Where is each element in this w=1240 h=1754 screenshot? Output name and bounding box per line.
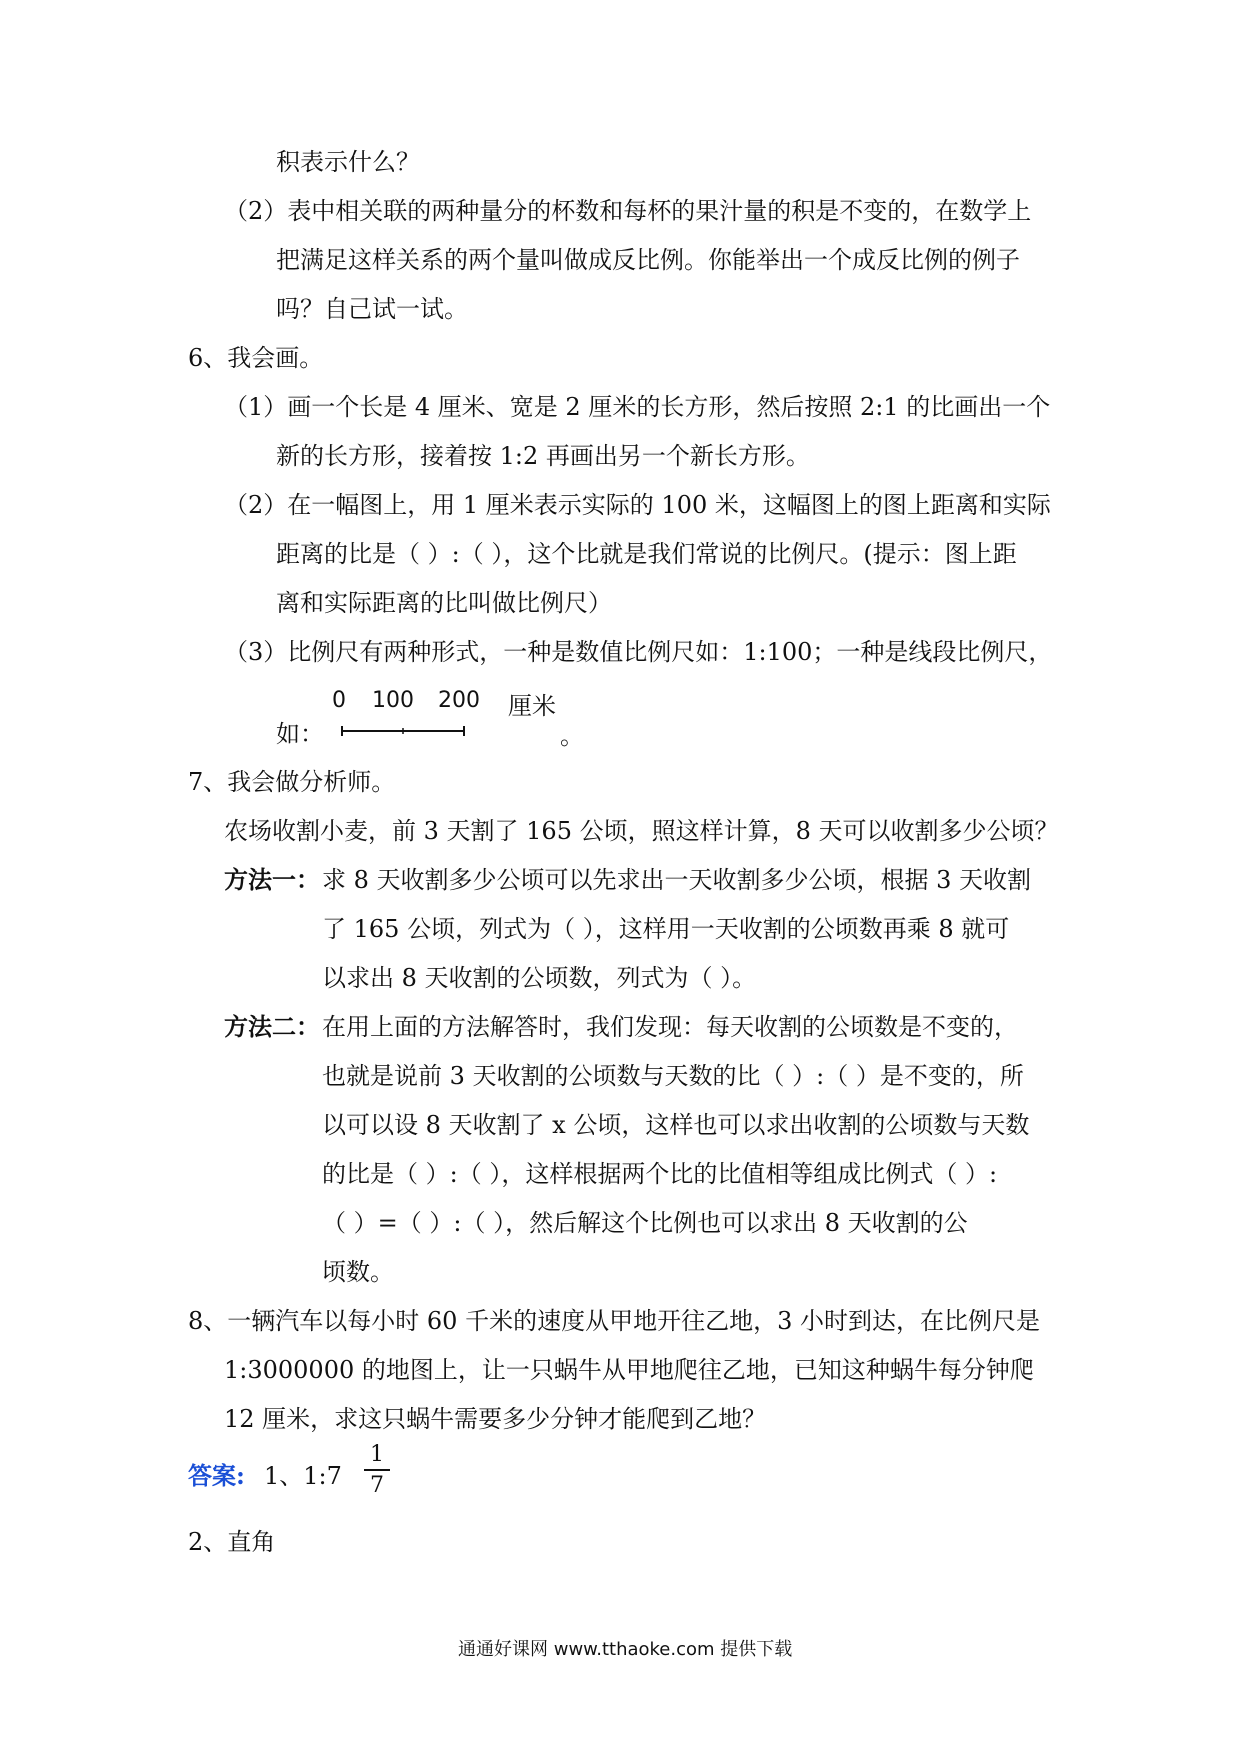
q7-method2-line-2: 也就是说前 3 天收割的公顷数与天数的比（ ）:（ ）是不变的，所: [322, 1062, 1024, 1090]
q7-method1-line-3: 以求出 8 天收割的公顷数，列式为（ ）。: [322, 964, 757, 992]
q6-part1-line-2: 新的长方形，接着按 1:2 再画出另一个新长方形。: [276, 442, 810, 470]
answer-1: 1、1:7: [264, 1462, 342, 1490]
scale-label-100: 100: [372, 688, 414, 713]
q5-part2-line-2: 把满足这样关系的两个量叫做成反比例。你能举出一个成反比例的例子: [276, 246, 1020, 274]
q7-method1-line-1: 求 8 天收割多少公顷可以先求出一天收割多少公顷，根据 3 天收割: [322, 866, 1032, 894]
scale-bar: [340, 724, 470, 738]
footer-text: 通通好课网 www.tthaoke.com 提供下载: [458, 1639, 793, 1660]
answer-1-fraction: [364, 1442, 390, 1498]
scale-label-unit: 厘米: [508, 692, 556, 720]
q7-problem: 农场收割小麦，前 3 天割了 165 公顷，照这样计算，8 天可以收割多少公顷？: [224, 817, 1059, 845]
fraction-denominator: 7: [370, 1473, 384, 1498]
q5-line-0: 积表示什么？: [276, 148, 420, 176]
q8-line-1: 8、一辆汽车以每小时 60 千米的速度从甲地开往乙地，3 小时到达，在比例尺是: [188, 1307, 1040, 1335]
q8-line-3: 12 厘米，求这只蜗牛需要多少分钟才能爬到乙地？: [224, 1405, 767, 1433]
q7-method2-label: 方法二：: [224, 1012, 320, 1041]
q7-method2-line-5: （ ）=（ ）:（ ），然后解这个比例也可以求出 8 天收割的公: [322, 1209, 968, 1237]
q7-method2-line-1: 在用上面的方法解答时，我们发现：每天收割的公顷数是不变的，: [322, 1013, 1018, 1041]
q6-part1-line-1: （1）画一个长是 4 厘米、宽是 2 厘米的长方形，然后按照 2:1 的比画出一个: [224, 393, 1051, 421]
q6-part3-end: 。: [560, 722, 584, 750]
answer-label: 答案:: [188, 1461, 245, 1490]
q7-method2-line-3: 以可以设 8 天收割了 x 公顷，这样也可以求出收割的公顷数与天数: [322, 1111, 1030, 1139]
q7-method1-label: 方法一：: [224, 865, 320, 894]
scale-label-0: 0: [332, 688, 346, 713]
answer-2: 2、直角: [188, 1528, 276, 1556]
q6-part3-line-2: 如：: [276, 720, 324, 748]
q6-part3-line-1: （3）比例尺有两种形式，一种是数值比例尺如：1:100；一种是线段比例尺，: [224, 638, 1053, 666]
q6-title: 6、我会画。: [188, 344, 324, 372]
q7-method2-line-6: 顷数。: [322, 1258, 394, 1286]
q6-part2-line-1: （2）在一幅图上，用 1 厘米表示实际的 100 米，这幅图上的图上距离和实际: [224, 491, 1051, 519]
fraction-numerator: 1: [370, 1442, 384, 1467]
q5-part2-line-3: 吗？自己试一试。: [276, 295, 468, 323]
q8-line-2: 1:3000000 的地图上，让一只蜗牛从甲地爬往乙地，已知这种蜗牛每分钟爬: [224, 1356, 1034, 1384]
q5-part2-line-1: （2）表中相关联的两种量分的杯数和每杯的果汁量的积是不变的，在数学上: [224, 197, 1032, 225]
q7-method2-line-4: 的比是（ ）:（ ），这样根据两个比的比值相等组成比例式（ ）:: [322, 1160, 998, 1188]
fraction-bar: [364, 1469, 390, 1471]
q7-method1-line-2: 了 165 公顷，列式为（ ），这样用一天收割的公顷数再乘 8 就可: [322, 915, 1010, 943]
q6-part2-line-3: 离和实际距离的比叫做比例尺）: [276, 589, 612, 617]
scale-label-200: 200: [438, 688, 480, 713]
q7-title: 7、我会做分析师。: [188, 768, 396, 796]
q6-part2-line-2: 距离的比是（ ）:（ ），这个比就是我们常说的比例尺。(提示：图上距: [276, 540, 1017, 568]
